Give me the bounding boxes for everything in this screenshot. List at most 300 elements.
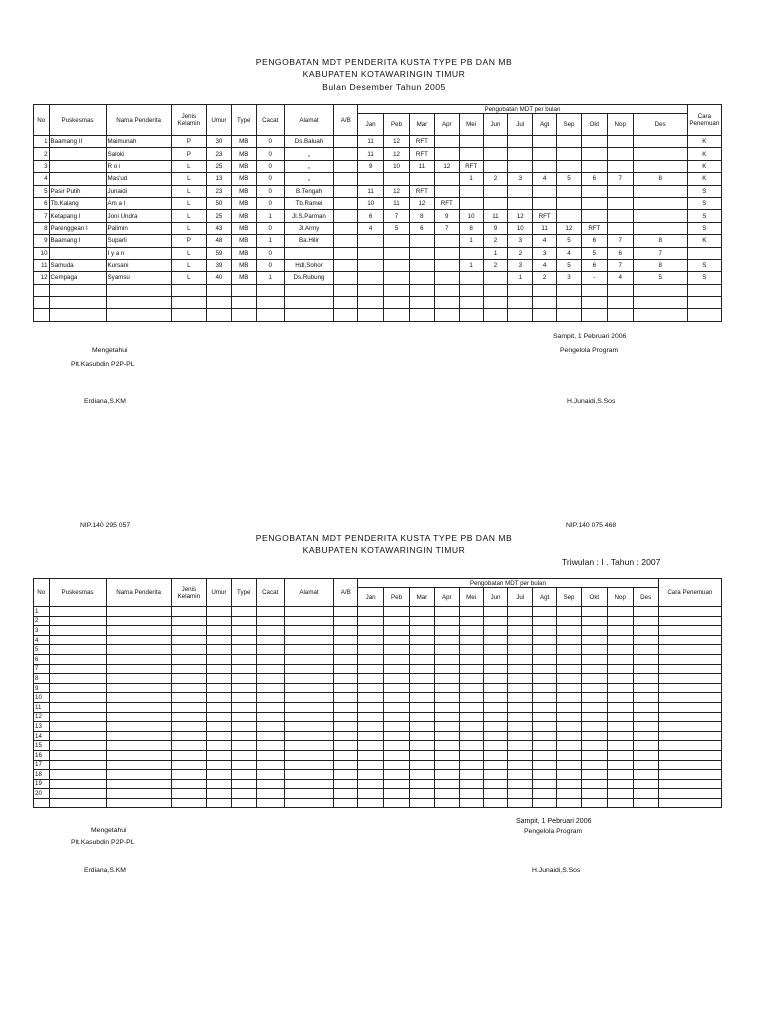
- cell-empty: [409, 664, 434, 674]
- cell-month: 4: [358, 222, 384, 234]
- cell-empty: [49, 635, 106, 645]
- cell-empty: [508, 309, 533, 321]
- cell-umur: 30: [206, 136, 231, 148]
- cell-month: 9: [483, 222, 508, 234]
- cell-nama: I y a n: [106, 247, 171, 259]
- cell-empty: [483, 284, 508, 296]
- cell-empty: [434, 722, 459, 732]
- cell-month: 8: [633, 173, 687, 185]
- cell-empty: [49, 770, 106, 780]
- cell-empty: [334, 760, 358, 770]
- table-row: [34, 693, 722, 703]
- cell-empty: [633, 635, 658, 645]
- cell-empty: [633, 674, 658, 684]
- cell-empty: [607, 674, 633, 684]
- cell-empty: [256, 731, 284, 741]
- cell-empty: [231, 731, 256, 741]
- cell-empty: [49, 731, 106, 741]
- cell-empty: [358, 770, 384, 780]
- cell-empty: [533, 798, 557, 808]
- cell-cacat: 1: [256, 210, 284, 222]
- cell-empty: [508, 741, 533, 751]
- cell-month: 1: [459, 259, 483, 271]
- cell-month: 10: [358, 197, 384, 209]
- header-umur: Umur: [206, 579, 231, 607]
- cell-empty: [658, 760, 721, 770]
- header-umur: Umur: [206, 105, 231, 136]
- cell-month: [434, 148, 459, 160]
- cell-empty: [658, 607, 721, 617]
- cell-empty: [284, 722, 334, 732]
- cell-empty: [49, 664, 106, 674]
- cell-cara-penemuan: K: [687, 160, 721, 172]
- cell-empty: [687, 309, 721, 321]
- cell-month: [533, 160, 557, 172]
- cell-empty: [557, 616, 582, 626]
- month-header-mar: Mar: [409, 114, 434, 136]
- cell-nama: Joni Undra: [106, 210, 171, 222]
- cell-empty: [483, 779, 508, 789]
- cell-month: [607, 185, 633, 197]
- cell-jenis-kelamin: L: [171, 173, 206, 185]
- cell-month: 6: [581, 173, 607, 185]
- cell-empty: [206, 664, 231, 674]
- cell-month: [409, 247, 434, 259]
- report2-date-place: Sampit, 1 Pebruari 2006: [516, 818, 592, 825]
- table-row: [34, 222, 722, 234]
- report1-title-line1: PENGOBATAN MDT PENDERITA KUSTA TYPE PB DAN MB: [255, 57, 513, 67]
- cell-empty: [508, 674, 533, 684]
- cell-empty: [434, 798, 459, 808]
- cell-empty: [49, 654, 106, 664]
- cell-month: [557, 197, 582, 209]
- cell-month: 6: [581, 259, 607, 271]
- cell-empty: [231, 674, 256, 684]
- cell-cara-penemuan: S: [687, 185, 721, 197]
- cell-empty: [334, 789, 358, 799]
- cell-month: [434, 247, 459, 259]
- cell-empty: [384, 683, 410, 693]
- cell-empty: [508, 683, 533, 693]
- cell-empty: [256, 626, 284, 636]
- table-row: [34, 160, 722, 172]
- cell-empty: [106, 607, 171, 617]
- report1-left-role1: Mengetahui: [92, 347, 128, 354]
- cell-month: RFT: [581, 222, 607, 234]
- cell-no: 16: [34, 750, 50, 760]
- cell-empty: [284, 750, 334, 760]
- cell-empty: [658, 798, 721, 808]
- table-row: [34, 635, 722, 645]
- cell-empty: [557, 779, 582, 789]
- cell-empty: [434, 750, 459, 760]
- cell-empty: [171, 674, 206, 684]
- cell-empty: [106, 789, 171, 799]
- cell-empty: [409, 770, 434, 780]
- cell-month: [358, 272, 384, 284]
- cell-no: 7: [34, 210, 50, 222]
- table-row: [34, 173, 722, 185]
- month-header-sep: Sep: [557, 588, 582, 607]
- cell-type: MB: [231, 247, 256, 259]
- cell-empty: [358, 674, 384, 684]
- cell-empty: [384, 722, 410, 732]
- cell-month: 12: [508, 210, 533, 222]
- cell-empty: [633, 284, 687, 296]
- cell-empty: [384, 616, 410, 626]
- report2-left-role1: Mengetahui: [91, 827, 127, 834]
- cell-empty: [49, 683, 106, 693]
- cell-no: 18: [34, 770, 50, 780]
- cell-empty: [459, 693, 483, 703]
- cell-empty: [658, 616, 721, 626]
- cell-empty: [49, 674, 106, 684]
- cell-empty: [483, 770, 508, 780]
- cell-empty: [607, 645, 633, 655]
- cell-month: [384, 173, 410, 185]
- cell-ab: [334, 148, 358, 160]
- cell-month: [358, 259, 384, 271]
- cell-month: [358, 247, 384, 259]
- cell-empty: [607, 712, 633, 722]
- cell-month: 7: [607, 259, 633, 271]
- cell-empty: [358, 654, 384, 664]
- cell-empty: [508, 284, 533, 296]
- cell-month: 12: [557, 222, 582, 234]
- cell-empty: [533, 683, 557, 693]
- cell-empty: [459, 635, 483, 645]
- cell-nama: Maimunah: [106, 136, 171, 148]
- cell-cacat: 1: [256, 272, 284, 284]
- cell-empty: [231, 798, 256, 808]
- cell-month: RFT: [533, 210, 557, 222]
- cell-empty: [256, 607, 284, 617]
- cell-umur: 40: [206, 272, 231, 284]
- cell-month: [508, 185, 533, 197]
- cell-empty: [334, 309, 358, 321]
- cell-no: 13: [34, 722, 50, 732]
- cell-no: 10: [34, 247, 50, 259]
- cell-month: 6: [409, 222, 434, 234]
- cell-empty: [434, 789, 459, 799]
- cell-empty: [581, 693, 607, 703]
- cell-empty: [106, 664, 171, 674]
- cell-month: [459, 185, 483, 197]
- cell-cacat: 0: [256, 160, 284, 172]
- cell-puskesmas: [49, 247, 106, 259]
- cell-empty: [581, 674, 607, 684]
- cell-alamat: Jl.Army: [284, 222, 334, 234]
- cell-empty: [581, 626, 607, 636]
- cell-umur: 59: [206, 247, 231, 259]
- cell-empty: [49, 760, 106, 770]
- cell-empty: [231, 654, 256, 664]
- cell-empty: [256, 712, 284, 722]
- cell-ab: [334, 197, 358, 209]
- cell-empty: [459, 607, 483, 617]
- cell-empty: [508, 789, 533, 799]
- cell-cacat: 0: [256, 148, 284, 160]
- cell-empty: [384, 731, 410, 741]
- cell-month: 9: [358, 160, 384, 172]
- cell-month: 6: [358, 210, 384, 222]
- cell-empty: [581, 635, 607, 645]
- cell-empty: [206, 635, 231, 645]
- cell-ab: [334, 272, 358, 284]
- cell-empty: [581, 654, 607, 664]
- cell-type: MB: [231, 197, 256, 209]
- cell-empty: [557, 635, 582, 645]
- cell-cacat: 1: [256, 235, 284, 247]
- cell-jenis-kelamin: L: [171, 210, 206, 222]
- cell-empty: [533, 702, 557, 712]
- cell-empty: [557, 770, 582, 780]
- cell-month: 5: [557, 173, 582, 185]
- cell-empty: [206, 750, 231, 760]
- month-header-jun: Jun: [483, 114, 508, 136]
- cell-empty: [581, 284, 607, 296]
- cell-puskesmas: Baamang II: [49, 136, 106, 148]
- cell-empty: [384, 674, 410, 684]
- month-header-mar: Mar: [409, 588, 434, 607]
- cell-empty: [459, 760, 483, 770]
- cell-umur: 39: [206, 259, 231, 271]
- cell-empty: [459, 702, 483, 712]
- cell-month: [459, 272, 483, 284]
- cell-empty: [334, 779, 358, 789]
- cell-umur: 13: [206, 173, 231, 185]
- cell-alamat: Ba.Hilir: [284, 235, 334, 247]
- cell-cara-penemuan: K: [687, 136, 721, 148]
- cell-empty: [256, 635, 284, 645]
- cell-cara-penemuan: [687, 247, 721, 259]
- header-ab: A/B: [334, 579, 358, 607]
- cell-empty: [409, 654, 434, 664]
- table-row: [34, 760, 722, 770]
- cell-puskesmas: Parenggean I: [49, 222, 106, 234]
- cell-empty: [206, 674, 231, 684]
- cell-month: 5: [557, 259, 582, 271]
- cell-empty: [49, 693, 106, 703]
- cell-empty: [434, 779, 459, 789]
- cell-empty: [409, 798, 434, 808]
- cell-empty: [384, 760, 410, 770]
- table-row: [34, 607, 722, 617]
- cell-empty: [284, 284, 334, 296]
- cell-type: MB: [231, 136, 256, 148]
- cell-empty: [231, 750, 256, 760]
- cell-type: MB: [231, 148, 256, 160]
- cell-month: 2: [533, 272, 557, 284]
- cell-empty: [256, 760, 284, 770]
- cell-empty: [231, 722, 256, 732]
- cell-empty: [49, 741, 106, 751]
- cell-empty: [106, 297, 171, 309]
- cell-empty: [557, 284, 582, 296]
- cell-empty: [434, 731, 459, 741]
- cell-month: [384, 272, 410, 284]
- cell-month: 11: [533, 222, 557, 234]
- cell-empty: [483, 731, 508, 741]
- header-pengobatan: Pengobatan MDT per bulan: [358, 105, 688, 114]
- cell-type: MB: [231, 210, 256, 222]
- cell-empty: [483, 789, 508, 799]
- cell-ab: [334, 235, 358, 247]
- cell-empty: [106, 284, 171, 296]
- cell-empty: [633, 712, 658, 722]
- cell-empty: [533, 722, 557, 732]
- cell-empty: [533, 635, 557, 645]
- cell-month: [508, 197, 533, 209]
- cell-empty: [171, 702, 206, 712]
- table-row: [34, 136, 722, 148]
- cell-empty: [49, 702, 106, 712]
- table-row: [34, 702, 722, 712]
- cell-jenis-kelamin: L: [171, 259, 206, 271]
- cell-empty: [533, 607, 557, 617]
- table-row: [34, 789, 722, 799]
- header-no: No: [34, 105, 50, 136]
- cell-empty: [49, 616, 106, 626]
- cell-empty: [557, 693, 582, 703]
- cell-empty: [34, 297, 50, 309]
- cell-cara-penemuan: K: [687, 173, 721, 185]
- cell-empty: [256, 683, 284, 693]
- cell-empty: [256, 702, 284, 712]
- report1-left-nip: NIP.140 295 057: [80, 522, 131, 529]
- cell-cacat: 0: [256, 197, 284, 209]
- cell-month: 3: [533, 247, 557, 259]
- cell-empty: [434, 702, 459, 712]
- report1-title-line2: KABUPATEN KOTAWARINGIN TIMUR: [302, 69, 466, 79]
- cell-month: [434, 173, 459, 185]
- cell-empty: [358, 789, 384, 799]
- cell-empty: [34, 284, 50, 296]
- header-type: Type: [231, 579, 256, 607]
- cell-empty: [106, 626, 171, 636]
- cell-month: [434, 136, 459, 148]
- month-header-des: Des: [633, 588, 658, 607]
- cell-empty: [533, 731, 557, 741]
- month-header-jan: Jan: [358, 588, 384, 607]
- cell-empty: [658, 654, 721, 664]
- header-nama: Nama Penderita: [106, 579, 171, 607]
- cell-empty: [358, 616, 384, 626]
- cell-empty: [533, 693, 557, 703]
- cell-empty: [533, 664, 557, 674]
- cell-no: 12: [34, 712, 50, 722]
- cell-empty: [409, 702, 434, 712]
- cell-month: [533, 197, 557, 209]
- cell-month: 6: [581, 235, 607, 247]
- cell-empty: [633, 626, 658, 636]
- cell-empty: [633, 645, 658, 655]
- cell-empty: [49, 309, 106, 321]
- cell-month: [384, 259, 410, 271]
- cell-empty: [607, 750, 633, 760]
- cell-empty: [231, 770, 256, 780]
- cell-no: 9: [34, 235, 50, 247]
- cell-month: [581, 185, 607, 197]
- cell-empty: [256, 789, 284, 799]
- cell-empty: [409, 674, 434, 684]
- cell-empty: [106, 645, 171, 655]
- month-header-nop: Nop: [607, 588, 633, 607]
- cell-month: 12: [384, 136, 410, 148]
- cell-empty: [557, 683, 582, 693]
- cell-empty: [409, 626, 434, 636]
- cell-no: 4: [34, 173, 50, 185]
- cell-empty: [334, 693, 358, 703]
- cell-empty: [284, 683, 334, 693]
- cell-month: [633, 160, 687, 172]
- cell-month: 7: [434, 222, 459, 234]
- cell-empty: [459, 789, 483, 799]
- cell-empty: [607, 616, 633, 626]
- cell-alamat: B.Tengah: [284, 185, 334, 197]
- cell-month: 4: [557, 247, 582, 259]
- cell-empty: [358, 779, 384, 789]
- cell-puskesmas: Pasir Putih: [49, 185, 106, 197]
- table-row: [34, 750, 722, 760]
- cell-puskesmas: [49, 148, 106, 160]
- cell-empty: [206, 760, 231, 770]
- month-header-mei: Mei: [459, 588, 483, 607]
- month-header-jun: Jun: [483, 588, 508, 607]
- cell-month: 4: [607, 272, 633, 284]
- cell-no: 4: [34, 635, 50, 645]
- cell-month: 3: [557, 272, 582, 284]
- table-row: [34, 645, 722, 655]
- cell-month: [459, 247, 483, 259]
- cell-empty: [256, 654, 284, 664]
- cell-cara-penemuan: K: [687, 235, 721, 247]
- cell-empty: [633, 750, 658, 760]
- cell-empty: [633, 741, 658, 751]
- cell-empty: [508, 616, 533, 626]
- cell-month: 5: [384, 222, 410, 234]
- cell-empty: [557, 309, 582, 321]
- cell-month: [409, 272, 434, 284]
- header-jenis-kelamin: Jenis Kelamin: [171, 579, 206, 607]
- cell-month: 3: [508, 259, 533, 271]
- cell-empty: [358, 297, 384, 309]
- cell-umur: 25: [206, 210, 231, 222]
- cell-empty: [581, 607, 607, 617]
- month-header-agt: Agt: [533, 114, 557, 136]
- cell-month: 8: [459, 222, 483, 234]
- cell-empty: [508, 635, 533, 645]
- cell-month: 4: [533, 235, 557, 247]
- cell-empty: [231, 284, 256, 296]
- cell-empty: [384, 284, 410, 296]
- cell-empty: [533, 712, 557, 722]
- report1-right-name: H.Junaidi,S.Sos: [567, 398, 616, 405]
- cell-month: 9: [434, 210, 459, 222]
- cell-ab: [334, 259, 358, 271]
- cell-no: 17: [34, 760, 50, 770]
- cell-no: 6: [34, 654, 50, 664]
- cell-type: MB: [231, 185, 256, 197]
- cell-empty: [256, 741, 284, 751]
- cell-empty: [334, 284, 358, 296]
- cell-month: [607, 197, 633, 209]
- report2-title-line2: KABUPATEN KOTAWARINGIN TIMUR: [302, 545, 466, 555]
- cell-month: 10: [508, 222, 533, 234]
- cell-puskesmas: Ketapang I: [49, 210, 106, 222]
- cell-empty: [409, 731, 434, 741]
- header-cacat: Cacat: [256, 579, 284, 607]
